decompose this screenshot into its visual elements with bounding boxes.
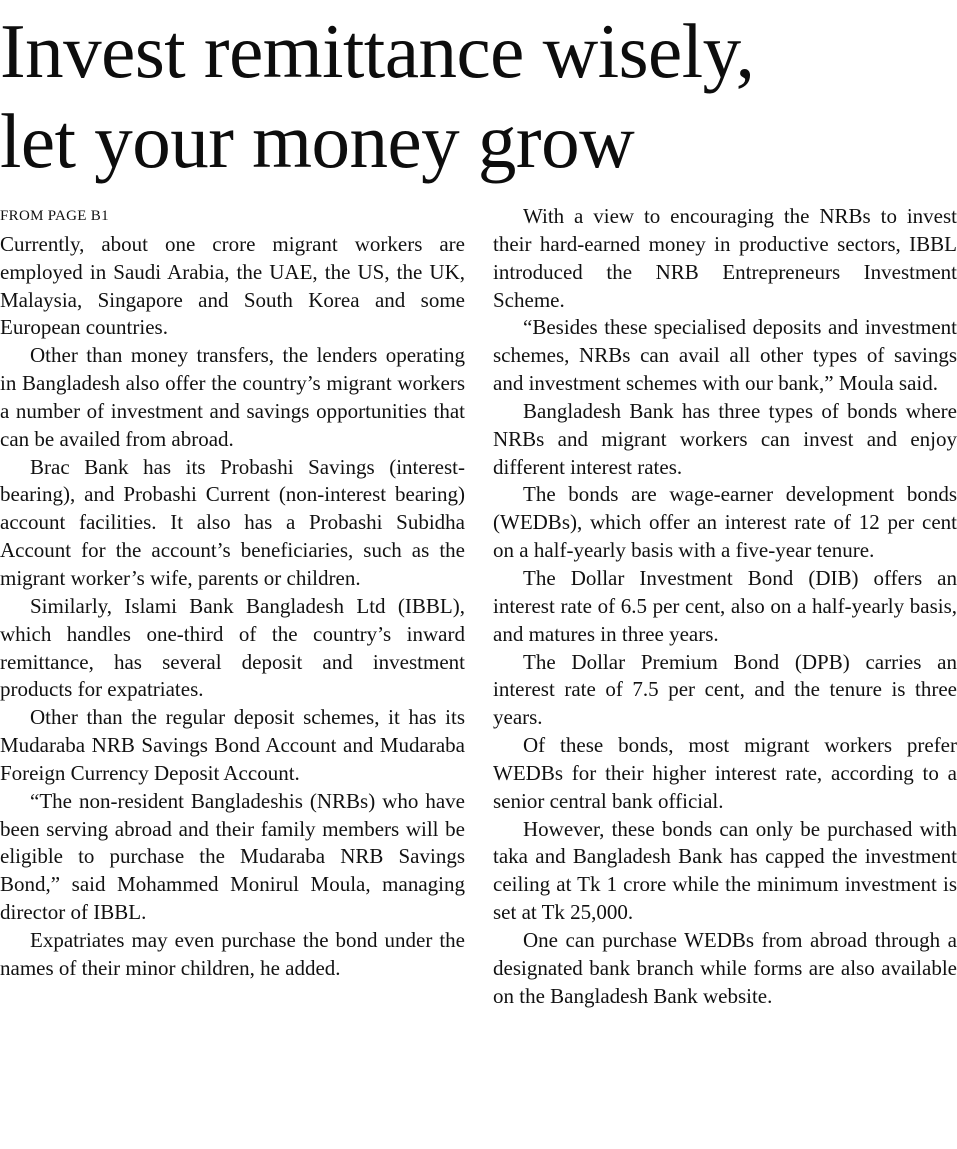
- paragraph: Expatriates may even purchase the bond under the names of their minor children, he added.: [0, 927, 465, 980]
- continuation-kicker: FROM PAGE B1: [0, 208, 109, 224]
- article-column-left: [0, 203, 465, 983]
- paragraph: Of these bonds, most migrant workers prefer WEDBs for their higher interest rate, according to a senior central bank official.: [493, 733, 957, 813]
- paragraph: The Dollar Investment Bond (DIB) offers an interest rate of 6.5 per cent, also on a half-yearly basis, and matures in three years.: [493, 565, 957, 646]
- paragraph: Currently, about one crore migrant workers are employed in Saudi Arabia, the UAE, the US, the UK, Malaysia, Singapore and South Korea and some European countries.: [0, 231, 465, 340]
- headline-line-1: Invest remittance wisely,: [0, 8, 755, 94]
- article-column-right: [493, 203, 957, 1010]
- paragraph: The bonds are wage-earner development bonds (WEDBs), which offer an interest rate of 12 per cent on a half-yearly basis with a five-year tenure.: [493, 482, 957, 563]
- paragraph: Similarly, Islami Bank Bangladesh Ltd (IBBL), which handles one-third of the country’s inward remittance, has several deposit and investment products for expatriates.: [0, 593, 465, 702]
- headline-line-2: let your money grow: [0, 98, 635, 184]
- paragraph: “Besides these specialised deposits and investment schemes, NRBs can avail all other types of savings and investment schemes with our bank,” Moula said.: [493, 315, 957, 396]
- paragraph: Other than money transfers, the lenders operating in Bangladesh also offer the country’s migrant workers a number of investment and savings opportunities that can be availed from abroad.: [0, 343, 465, 451]
- paragraph: One can purchase WEDBs from abroad through a designated bank branch while forms are also available on the Bangladesh Bank website.: [493, 927, 957, 1008]
- paragraph: Bangladesh Bank has three types of bonds where NRBs and migrant workers can invest and enjoy different interest rates.: [493, 398, 957, 479]
- paragraph: Brac Bank has its Probashi Savings (interest-bearing), and Probashi Current (non-interest bearing) account facilities. It also has a Probashi Subidha Account for the account’s beneficiaries, such as the migrant worker’s wife, parents or children.: [0, 454, 465, 590]
- paragraph: With a view to encouraging the NRBs to invest their hard-earned money in productive sectors, IBBL introduced the NRB Entrepreneurs Investment Scheme.: [493, 204, 957, 312]
- paragraph: However, these bonds can only be purchased with taka and Bangladesh Bank has capped the investment ceiling at Tk 1 crore while the minimum investment is set at Tk 25,000.: [493, 816, 957, 925]
- headline: [0, 6, 957, 186]
- paragraph: The Dollar Premium Bond (DPB) carries an interest rate of 7.5 per cent, and the tenure is three years.: [493, 649, 957, 730]
- paragraph: Other than the regular deposit schemes, it has its Mudaraba NRB Savings Bond Account and Mudaraba Foreign Currency Deposit Account.: [0, 705, 465, 785]
- paragraph: “The non-resident Bangladeshis (NRBs) who have been serving abroad and their family members will be eligible to purchase the Mudaraba NRB Savings Bond,” said Mohammed Monirul Moula, managing director of IBBL.: [0, 788, 465, 925]
